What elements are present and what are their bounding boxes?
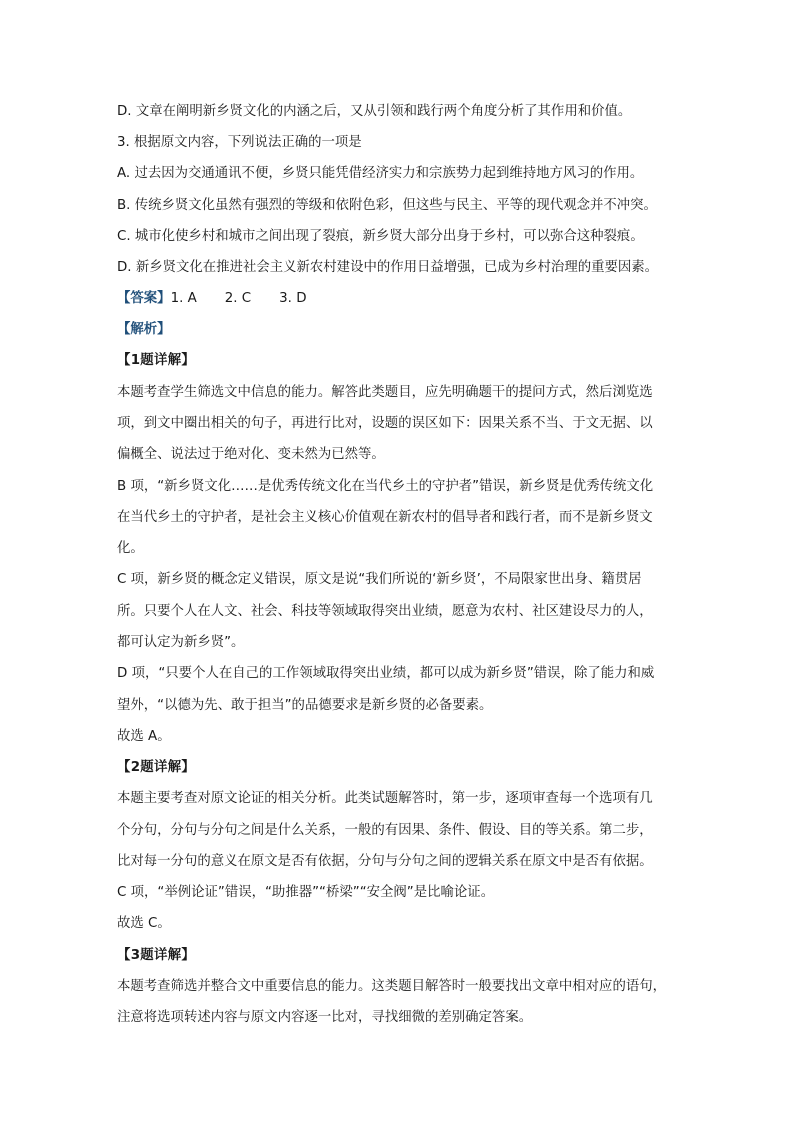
q3-paragraph-line: 本题考查筛选并整合文中重要信息的能力。这类题目解答时一般要找出文章中相对应的语句， (117, 979, 667, 994)
q1-option-c-line: 都可认定为新乡贤”。 (117, 635, 245, 650)
q3-paragraph-line: 注意将选项转述内容与原文内容逐一比对，寻找细微的差别确定答案。 (117, 1010, 533, 1025)
q1-conclusion: 故选 A。 (117, 729, 171, 744)
q1-detail-heading: 【1题详解】 (117, 353, 196, 368)
q2-detail-heading: 【2题详解】 (117, 760, 196, 775)
q1-paragraph-line: 项，到文中圈出相关的句子，再进行比对，设题的误区如下：因果关系不当、于文无据、以 (117, 416, 653, 431)
question-3-stem: 3. 根据原文内容，下列说法正确的一项是 (117, 135, 362, 150)
answer-line (117, 290, 687, 308)
q1-option-b-line: 化。 (117, 541, 144, 556)
q3-detail-heading: 【3题详解】 (117, 948, 196, 963)
q2-option-c-line: C 项，“举例论证”错误，“助推器”“桥梁”“安全阀”是比喻论证。 (117, 885, 495, 900)
answer-2: 2. C (224, 291, 252, 306)
option-d-q3: D. 新乡贤文化在推进社会主义新农村建设中的作用日益增强，已成为乡村治理的重要因素。 (117, 260, 659, 275)
answer-1: 1. A (170, 291, 197, 306)
option-b-q3: B. 传统乡贤文化虽然有强烈的等级和依附色彩，但这些与民主、平等的现代观念并不冲突。 (117, 198, 657, 213)
q1-paragraph-line: 本题考查学生筛选文中信息的能力。解答此类题目，应先明确题干的提问方式，然后浏览选 (117, 385, 653, 400)
q1-option-b-line: B 项，“新乡贤文化……是优秀传统文化在当代乡土的守护者”错误，新乡贤是优秀传统文化 (117, 479, 654, 494)
q1-paragraph-line: 偏概全、说法过于绝对化、变未然为已然等。 (117, 447, 385, 462)
option-a-q3: A. 过去因为交通通讯不便，乡贤只能凭借经济实力和宗族势力起到维持地方风习的作用。 (117, 166, 644, 181)
answer-label: 【答案】 (117, 291, 171, 306)
q2-paragraph-line: 个分句，分句与分句之间是什么关系，一般的有因果、条件、假设、目的等关系。第二步， (117, 823, 653, 838)
q2-paragraph-line: 本题主要考查对原文论证的相关分析。此类试题解答时，第一步，逐项审查每一个选项有几 (117, 791, 653, 806)
q1-option-d-line: 望外，“以德为先、敢于担当”的品德要求是新乡贤的必备要素。 (117, 698, 493, 713)
option-c-q3: C. 城市化使乡村和城市之间出现了裂痕，新乡贤大部分出身于乡村，可以弥合这种裂痕。 (117, 229, 644, 244)
q2-conclusion: 故选 C。 (117, 916, 171, 931)
q1-option-b-line: 在当代乡土的守护者，是社会主义核心价值观在新农村的倡导者和践行者，而不是新乡贤文 (117, 510, 653, 525)
q1-option-c-line: 所。只要个人在人文、社会、科技等领域取得突出业绩，愿意为农村、社区建设尽力的人， (117, 604, 653, 619)
q1-option-c-line: C 项，新乡贤的概念定义错误，原文是说“我们所说的‘新乡贤’，不局限家世出身、籍贯居 (117, 572, 642, 587)
q1-option-d-line: D 项，“只要个人在自己的工作领域取得突出业绩，都可以成为新乡贤”错误，除了能力和威 (117, 666, 655, 681)
option-d-q2: D. 文章在阐明新乡贤文化的内涵之后，又从引领和践行两个角度分析了其作用和价值。 (117, 104, 632, 119)
answer-3: 3. D (279, 291, 307, 306)
q2-paragraph-line: 比对每一分句的意义在原文是否有依据，分句与分句之间的逻辑关系在原文中是否有依据。 (117, 854, 653, 869)
analysis-heading: 【解析】 (117, 322, 171, 337)
